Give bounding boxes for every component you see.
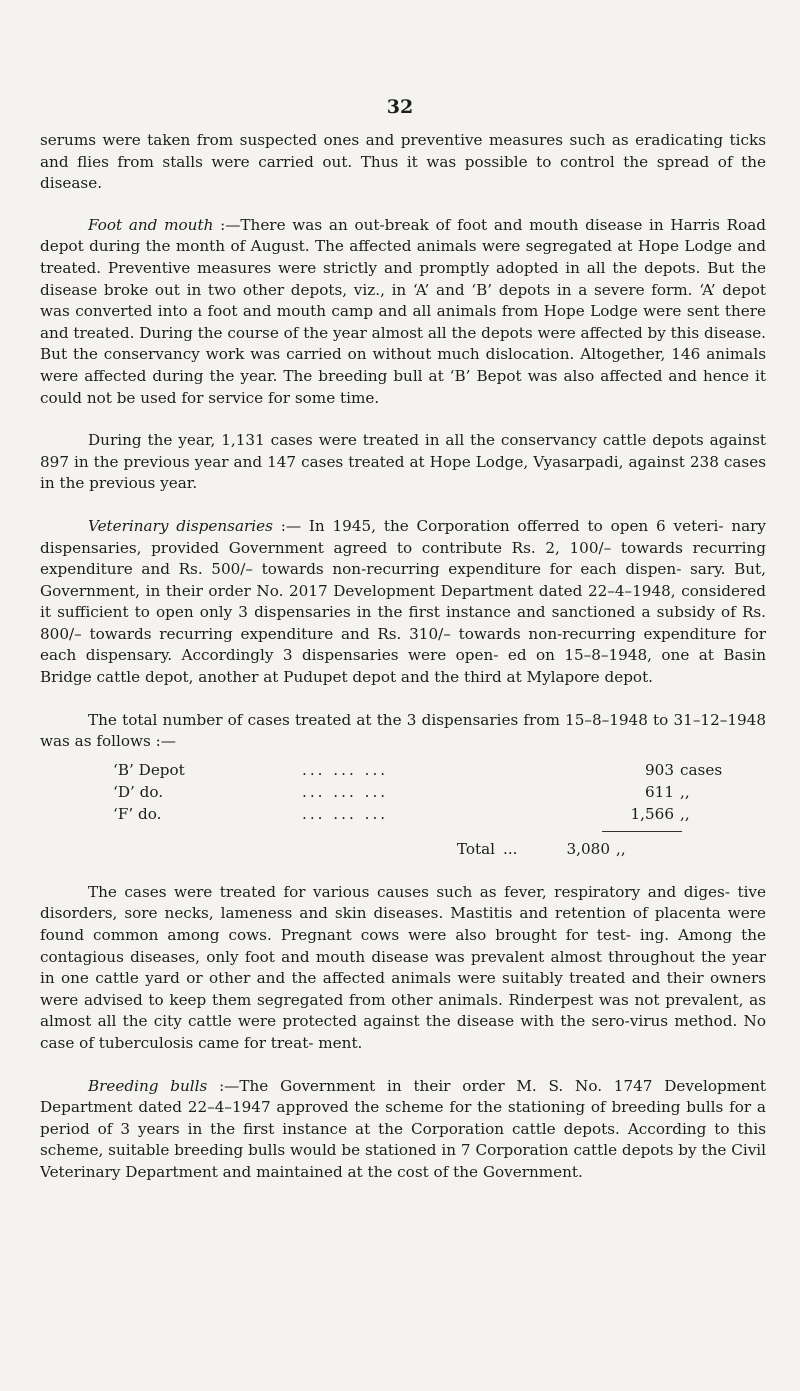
table-row bbox=[40, 803, 766, 825]
row-label: ‘F’ do. bbox=[113, 804, 162, 823]
heading-veterinary-dispensaries: Veterinary dispensaries bbox=[88, 516, 273, 535]
table-row bbox=[40, 781, 766, 803]
cases-table bbox=[40, 759, 766, 860]
row-leader-dots: ... ... ... bbox=[302, 782, 389, 801]
paragraph-foot-and-mouth bbox=[40, 215, 766, 409]
page-number: 32 bbox=[386, 96, 414, 118]
total-label: Total bbox=[456, 839, 495, 858]
row-leader-dots: ... ... ... bbox=[302, 760, 389, 779]
table-total-row bbox=[40, 838, 766, 860]
paragraph-serums: serums were taken from suspected ones and preventive measures such as eradicating ticks and flies from stalls were carried out. Thus it was possible to control the spread of the disease. bbox=[40, 131, 766, 193]
heading-breeding-bulls: Breeding bulls bbox=[88, 1076, 208, 1095]
total-value: 3,080 bbox=[566, 839, 610, 858]
row-unit: cases bbox=[680, 760, 723, 779]
body-text bbox=[40, 130, 766, 1205]
paragraph-causes: The cases were treated for various causes such as fever, respiratory and diges- tive disorders, sore necks, lameness and skin diseases. Mastitis and retention of placenta were found common among cows. Pregnant cows were also brought for test- ing. Among the contagious diseases, only foot and mouth disease was prevalent almost throughout the year in one cattle yard or other and the affected animals were suitably treated and their owners were advised to keep them segregated from other animals. Rinderpest was not prevalent, as almost all the city cattle were protected against the disease with the sero-virus method. No case of tuberculosis came for treat- ment. bbox=[40, 882, 766, 1052]
total-leader-dots: ... bbox=[503, 839, 518, 858]
row-unit: ,, bbox=[680, 804, 690, 823]
paragraph-veterinary-dispensaries bbox=[40, 516, 766, 689]
paragraph-breeding-bulls bbox=[40, 1076, 766, 1184]
paragraph-foot-and-mouth-text: :—There was an out-break of foot and mouth disease in Harris Road depot during the month of August. The affected animals were segregated at Hope Lodge and treated. Preventive measures were strictly and promptly adopted in all the depots. But the disease broke out in two other depots, viz., in ‘A’ and ‘B’ depots in a severe form. ‘A’ depot was converted into a foot and mouth camp and all animals from Hope Lodge were sent there and treated. During the course of the year almost all the depots were affected by this disease. But the conservancy work was carried on without much dislocation. Altogether, 146 animals were affected during the year. The breeding bull at ‘B’ Bepot was also affected and hence it could not be used for service for some time. bbox=[40, 215, 767, 407]
paragraph-veterinary-dispensaries-text: :— In 1945, the Corporation offerred to open 6 veteri- nary dispensaries, provided Government agreed to contribute Rs. 2, 100/– towards recurring expenditure and Rs. 500/– towards non-recurring expenditure for each dispen- sary. But, Government, in their order No. 2017 Development Department dated 22–4–1948, considered it sufficient to open only 3 dispensaries in the first instance and sanctioned a subsidy of Rs. 800/– towards recurring expenditure and Rs. 310/– towards non-recurring expenditure for each dispensary. Accordingly 3 dispensaries were open- ed on 15–8–1948, one at Basin Bridge cattle depot, another at Pudupet depot and the third at Mylapore depot. bbox=[40, 516, 766, 687]
paragraph-cases-treated: During the year, 1,131 cases were treated in all the conservancy cattle depots against 897 in the previous year and 147 cases treated at Hope Lodge, Vyasarpadi, against 238 cases in the previous year. bbox=[40, 431, 766, 493]
row-label: ‘B’ Depot bbox=[113, 760, 185, 779]
paragraph-total-cases-intro: The total number of cases treated at the 3 dispensaries from 15–8–1948 to 31–12–1948 was as follows :— bbox=[40, 710, 766, 751]
row-unit: ,, bbox=[680, 782, 690, 801]
paragraph-breeding-bulls-text: :—The Government in their order M. S. No. 1747 Development Department dated 22–4–1947 approved the scheme for the stationing of breeding bulls for a period of 3 years in the first instance at the Corporation cattle depots. According to this scheme, suitable breeding bulls would be stationed in 7 Corporation cattle depots by the Civil Veterinary Department and maintained at the cost of the Government. bbox=[40, 1076, 766, 1181]
table-row bbox=[40, 759, 766, 781]
heading-foot-and-mouth: Foot and mouth bbox=[88, 215, 214, 234]
total-unit: ,, bbox=[616, 839, 626, 858]
total-rule bbox=[602, 831, 682, 838]
row-value: 1,566 bbox=[630, 804, 674, 823]
row-label: ‘D’ do. bbox=[113, 782, 164, 801]
row-value: 611 bbox=[645, 782, 674, 801]
row-value: 903 bbox=[645, 760, 674, 779]
row-leader-dots: ... ... ... bbox=[302, 804, 389, 823]
